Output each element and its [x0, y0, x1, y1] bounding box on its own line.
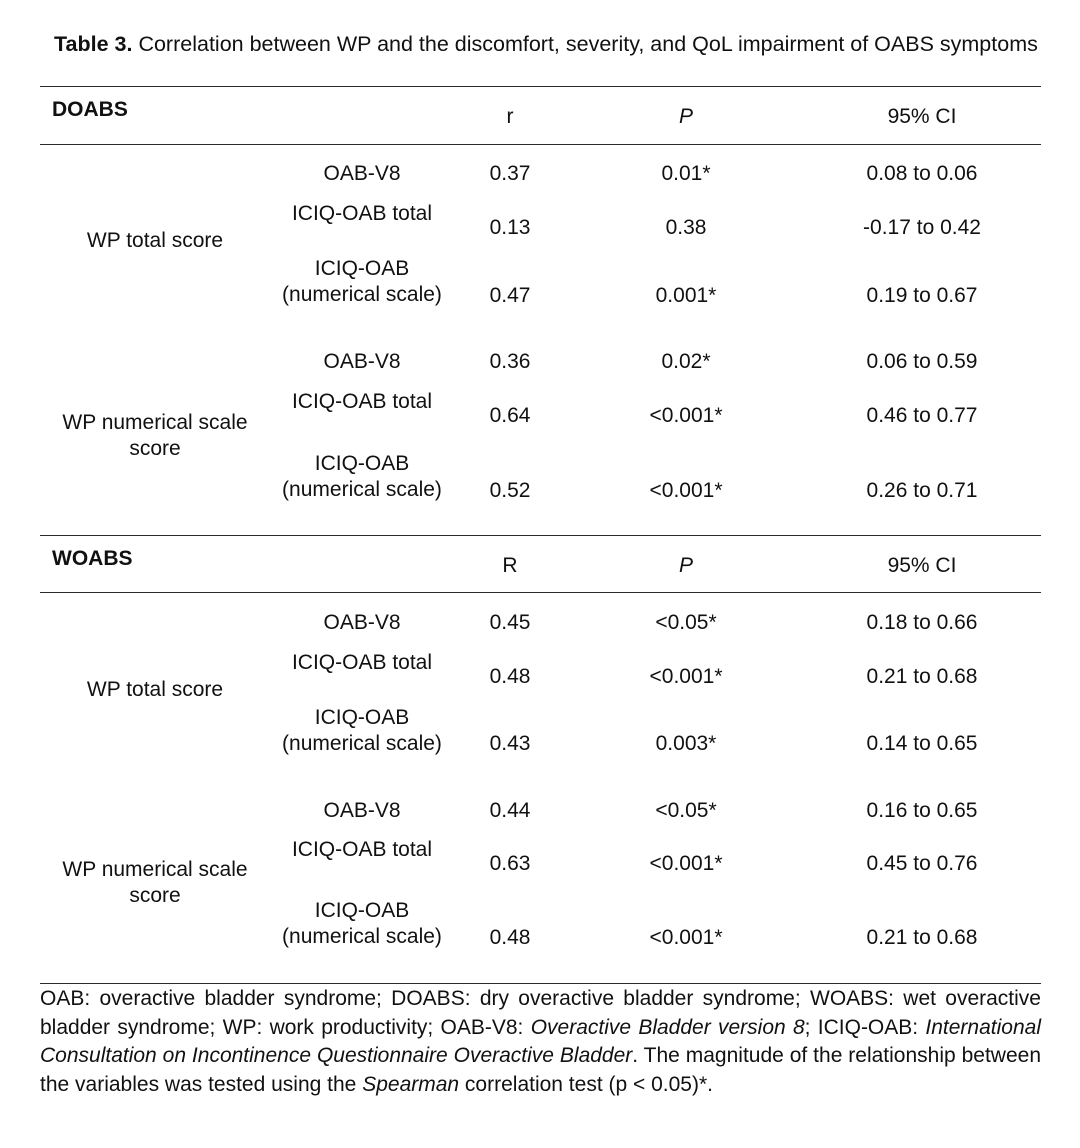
instrument-cell: OAB-V8	[323, 799, 401, 822]
r-cell: 0.52	[489, 479, 531, 502]
ci-cell: 0.21 to 0.68	[866, 926, 978, 949]
instrument-cell: ICIQ-OAB (numerical scale)	[282, 452, 442, 501]
p-cell: <0.001*	[649, 926, 723, 949]
doabs-header-rule	[40, 144, 1041, 145]
footnote-text: . The magnitude of the relationship between the variables was tested using the	[40, 1044, 1042, 1096]
p-cell: 0.003*	[655, 732, 717, 755]
p-cell: <0.05*	[655, 611, 717, 634]
p-cell: <0.05*	[655, 799, 717, 822]
instrument-cell: ICIQ-OAB (numerical scale)	[282, 706, 442, 755]
instrument-cell: ICIQ-OAB (numerical scale)	[282, 257, 442, 306]
group-label: WP total score	[86, 229, 224, 252]
header-ci: 95% CI	[887, 105, 957, 128]
header-p: P	[678, 105, 693, 128]
r-cell: 0.43	[489, 732, 531, 755]
r-cell: 0.64	[489, 404, 531, 427]
ci-cell: 0.19 to 0.67	[866, 284, 978, 307]
r-cell: 0.48	[489, 665, 531, 688]
instrument-cell: ICIQ-OAB total	[291, 651, 433, 674]
woabs-top-rule	[40, 535, 1041, 536]
r-cell: 0.37	[489, 162, 531, 185]
header-r: R	[502, 554, 518, 577]
ci-cell: 0.16 to 0.65	[866, 799, 978, 822]
p-cell: <0.001*	[649, 665, 723, 688]
r-cell: 0.13	[489, 216, 531, 239]
footnote-italic: Overactive Bladder version 8	[530, 1015, 805, 1039]
p-cell: <0.001*	[649, 404, 723, 427]
table-top-rule	[40, 86, 1041, 87]
instrument-cell: ICIQ-OAB total	[291, 390, 433, 413]
header-p: P	[678, 554, 693, 577]
group-label: WP total score	[86, 678, 224, 701]
ci-cell: 0.18 to 0.66	[866, 611, 978, 634]
r-cell: 0.44	[489, 799, 531, 822]
r-cell: 0.48	[489, 926, 531, 949]
ci-cell: 0.46 to 0.77	[866, 404, 978, 427]
r-cell: 0.36	[489, 350, 531, 373]
section-title: WOABS	[52, 547, 133, 570]
table-bottom-rule	[40, 983, 1041, 984]
group-label: WP numerical scale score	[62, 411, 248, 460]
instrument-cell: ICIQ-OAB (numerical scale)	[282, 899, 442, 948]
footnote-italic: International Consultation on Incontinence Questionnaire Overactive Bladder	[40, 1015, 1041, 1068]
p-cell: 0.001*	[655, 284, 717, 307]
p-cell: 0.38	[665, 216, 707, 239]
r-cell: 0.63	[489, 852, 531, 875]
ci-cell: 0.14 to 0.65	[866, 732, 978, 755]
group-label: WP numerical scale score	[62, 858, 248, 907]
caption-text: Correlation between WP and the discomfort, severity, and QoL impairment of OABS symptoms	[138, 32, 1038, 56]
ci-cell: 0.06 to 0.59	[866, 350, 978, 373]
header-ci: 95% CI	[887, 554, 957, 577]
table-footnote	[40, 985, 1041, 1099]
ci-cell: -0.17 to 0.42	[863, 216, 981, 239]
p-cell: 0.01*	[661, 162, 711, 185]
ci-cell: 0.26 to 0.71	[866, 479, 978, 502]
footnote-text: OAB: overactive bladder syndrome; DOABS: dry overactive bladder syndrome; WOABS: wet overactive bladder syndrome; WP: work productivity; OAB-V8:	[40, 987, 1041, 1039]
caption-label: Table 3.	[54, 32, 133, 56]
instrument-cell: OAB-V8	[323, 350, 401, 373]
r-cell: 0.45	[489, 611, 531, 634]
instrument-cell: ICIQ-OAB total	[291, 202, 433, 225]
footnote-text: correlation test (p < 0.05)*.	[459, 1072, 713, 1096]
woabs-header-rule	[40, 592, 1041, 593]
p-cell: <0.001*	[649, 479, 723, 502]
ci-cell: 0.21 to 0.68	[866, 665, 978, 688]
instrument-cell: OAB-V8	[323, 611, 401, 634]
instrument-cell: ICIQ-OAB total	[291, 838, 433, 861]
footnote-italic: Spearman	[362, 1072, 460, 1096]
p-cell: <0.001*	[649, 852, 723, 875]
section-title: DOABS	[52, 98, 128, 121]
header-r: r	[506, 105, 514, 128]
r-cell: 0.47	[489, 284, 531, 307]
p-cell: 0.02*	[661, 350, 711, 373]
table-caption	[54, 31, 1044, 57]
footnote-text: ; ICIQ-OAB:	[804, 1015, 926, 1039]
ci-cell: 0.45 to 0.76	[866, 852, 978, 875]
ci-cell: 0.08 to 0.06	[866, 162, 978, 185]
instrument-cell: OAB-V8	[323, 162, 401, 185]
